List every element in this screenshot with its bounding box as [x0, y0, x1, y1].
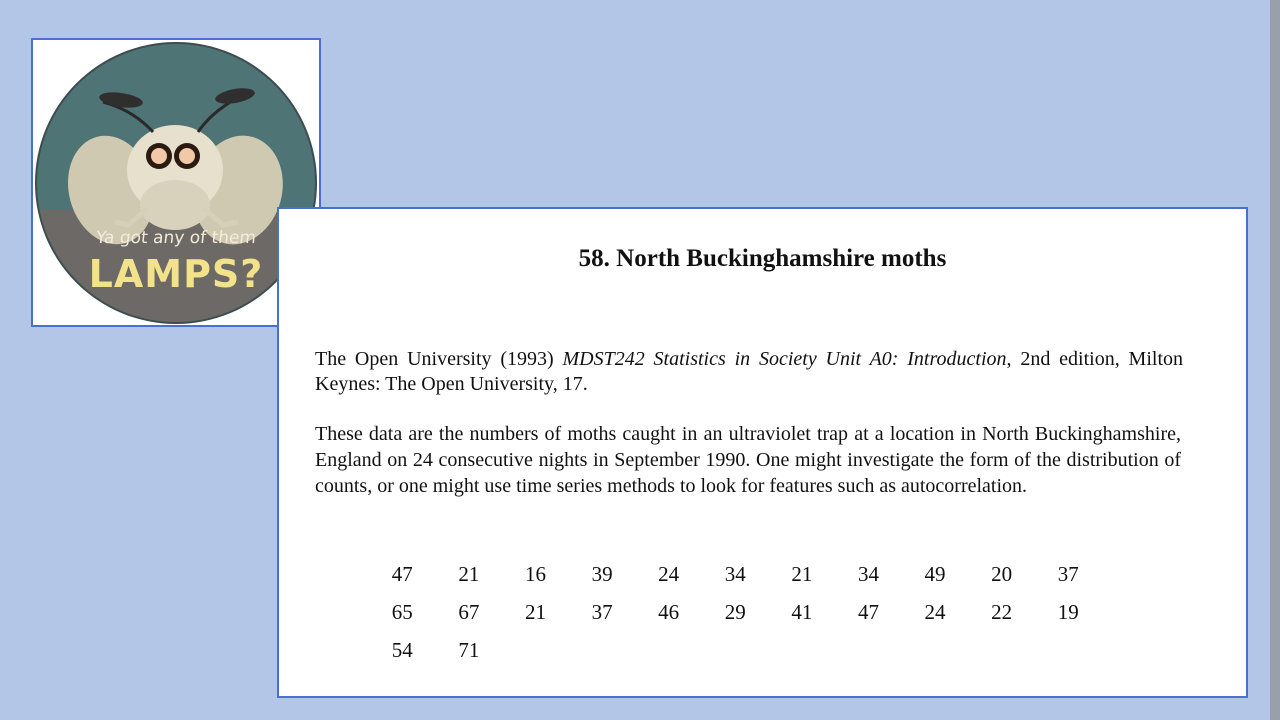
data-row — [369, 555, 1102, 593]
citation-title: MDST242 Statistics in Society Unit A0: Introduction — [562, 348, 1007, 370]
data-cell: 21 — [458, 561, 480, 586]
data-row — [369, 631, 1102, 669]
badge-caption-line2: LAMPS? — [88, 252, 264, 296]
document-title: 58. North Buckinghamshire moths — [578, 245, 947, 272]
data-cell: 47 — [391, 561, 413, 586]
data-cell: 47 — [857, 599, 879, 624]
data-cell: 24 — [924, 599, 946, 624]
data-row — [369, 593, 1102, 631]
document-citation — [315, 347, 1183, 397]
data-cell: 29 — [724, 599, 746, 624]
citation-suffix: , 2nd edition, Milton Keynes: The Open University, 17. — [315, 348, 1184, 395]
document-description: These data are the numbers of moths caught in an ultraviolet trap at a location in North Buckinghamshire, England on 24 consecutive nights in September 1990. One might investigate the form of the distribution of counts, or one might use time series methods to look for features such as autocorrelation. — [315, 423, 1181, 497]
data-cell: 67 — [458, 599, 480, 624]
data-cell: 34 — [724, 561, 746, 586]
data-cell: 46 — [658, 599, 680, 624]
data-cell: 22 — [991, 599, 1013, 624]
data-cell: 39 — [591, 561, 613, 586]
data-cell: 34 — [857, 561, 879, 586]
data-cell: 24 — [658, 561, 680, 586]
document-panel — [277, 207, 1248, 698]
data-cell: 41 — [791, 599, 813, 624]
data-cell: 65 — [391, 599, 413, 624]
data-cell: 19 — [1057, 599, 1079, 624]
data-cell: 71 — [458, 637, 480, 662]
right-edge-strip — [1270, 0, 1280, 720]
data-cell: 20 — [991, 561, 1013, 586]
data-cell: 21 — [791, 561, 813, 586]
badge-caption-line1: Ya got any of them — [94, 228, 258, 248]
citation-prefix: The Open University (1993) — [315, 348, 563, 370]
data-cell: 49 — [924, 561, 946, 586]
data-table — [369, 555, 1102, 669]
data-cell: 37 — [1057, 561, 1079, 586]
data-cell: 21 — [524, 599, 546, 624]
data-cell: 16 — [524, 561, 546, 586]
data-cell: 54 — [391, 637, 413, 662]
data-cell: 37 — [591, 599, 613, 624]
